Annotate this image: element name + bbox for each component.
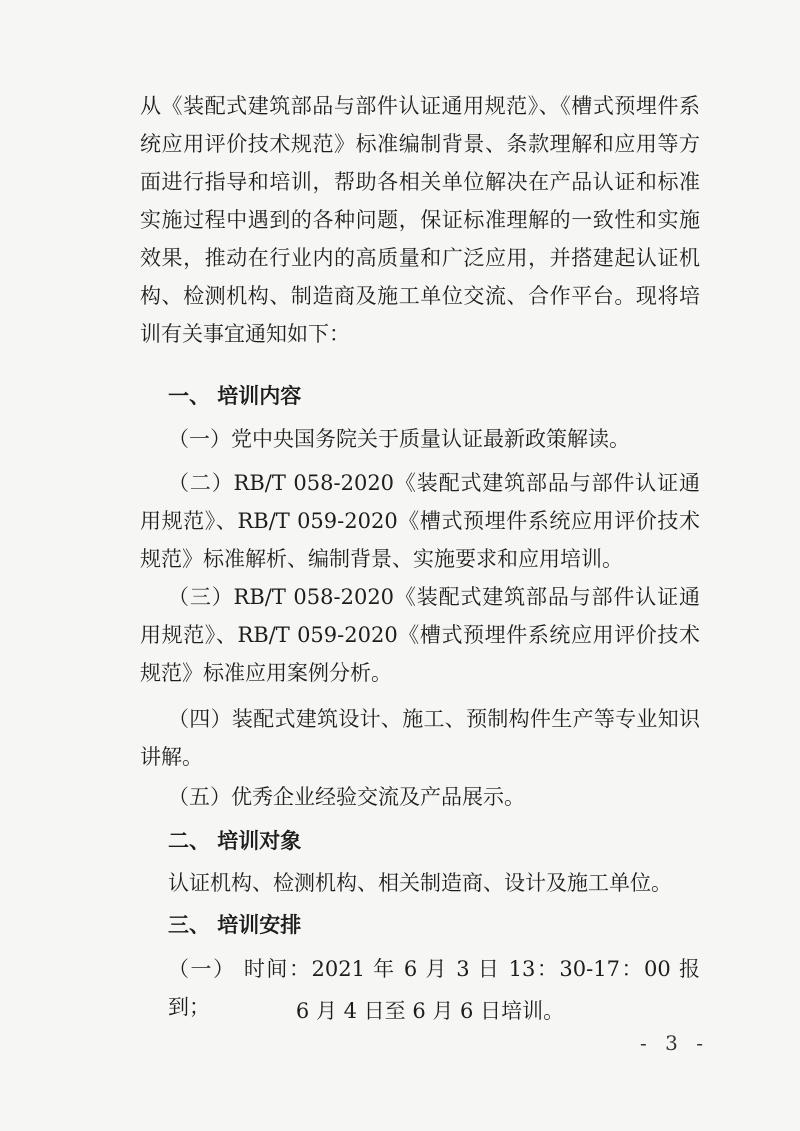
section-1-item-2: （二）RB/T 058-2020《装配式建筑部品与部件认证通用规范》、RB/T 059-2020《槽式预埋件系统应用评价技术规范》标准解析、编制背景、实施要求和应用培训。 xyxy=(140,471,700,571)
page-number: - 3 - xyxy=(640,1031,709,1055)
section-1-item-4: （四）装配式建筑设计、施工、预制构件生产等专业知识讲解。 xyxy=(140,707,700,769)
section-3-item-1-line-2: 6 月 4 日至 6 月 6 日培训。 xyxy=(295,999,565,1023)
section-2-text: 认证机构、检测机构、相关制造商、设计及施工单位。 xyxy=(168,871,672,895)
section-1-item-5: （五）优秀企业经验交流及产品展示。 xyxy=(168,785,525,809)
intro-paragraph: 从《装配式建筑部品与部件认证通用规范》、《槽式预埋件系统应用评价技术规范》标准编制背景、条款理解和应用等方面进行指导和培训，帮助各相关单位解决在产品认证和标准实施过程中遇到的各种问题，保证标准理解的一致性和实施效果，推动在行业内的高质量和广泛应用，并搭建起认证机构、检测机构、制造商及施工单位交流、合作平台。现将培训有关事宜通知如下： xyxy=(140,94,700,346)
section-1-item-1: （一）党中央国务院关于质量认证最新政策解读。 xyxy=(168,427,630,451)
section-3-item-1-line-1: （一） 时间：2021 年 6 月 3 日 13：30-17：00 报到； xyxy=(168,957,700,1019)
section-3-heading: 三、 培训安排 xyxy=(168,913,302,937)
section-1-item-3: （三）RB/T 058-2020《装配式建筑部品与部件认证通用规范》、RB/T 059-2020《槽式预埋件系统应用评价技术规范》标准应用案例分析。 xyxy=(140,585,700,685)
section-1-heading: 一、 培训内容 xyxy=(168,384,302,408)
section-2-heading: 二、 培训对象 xyxy=(168,829,302,853)
